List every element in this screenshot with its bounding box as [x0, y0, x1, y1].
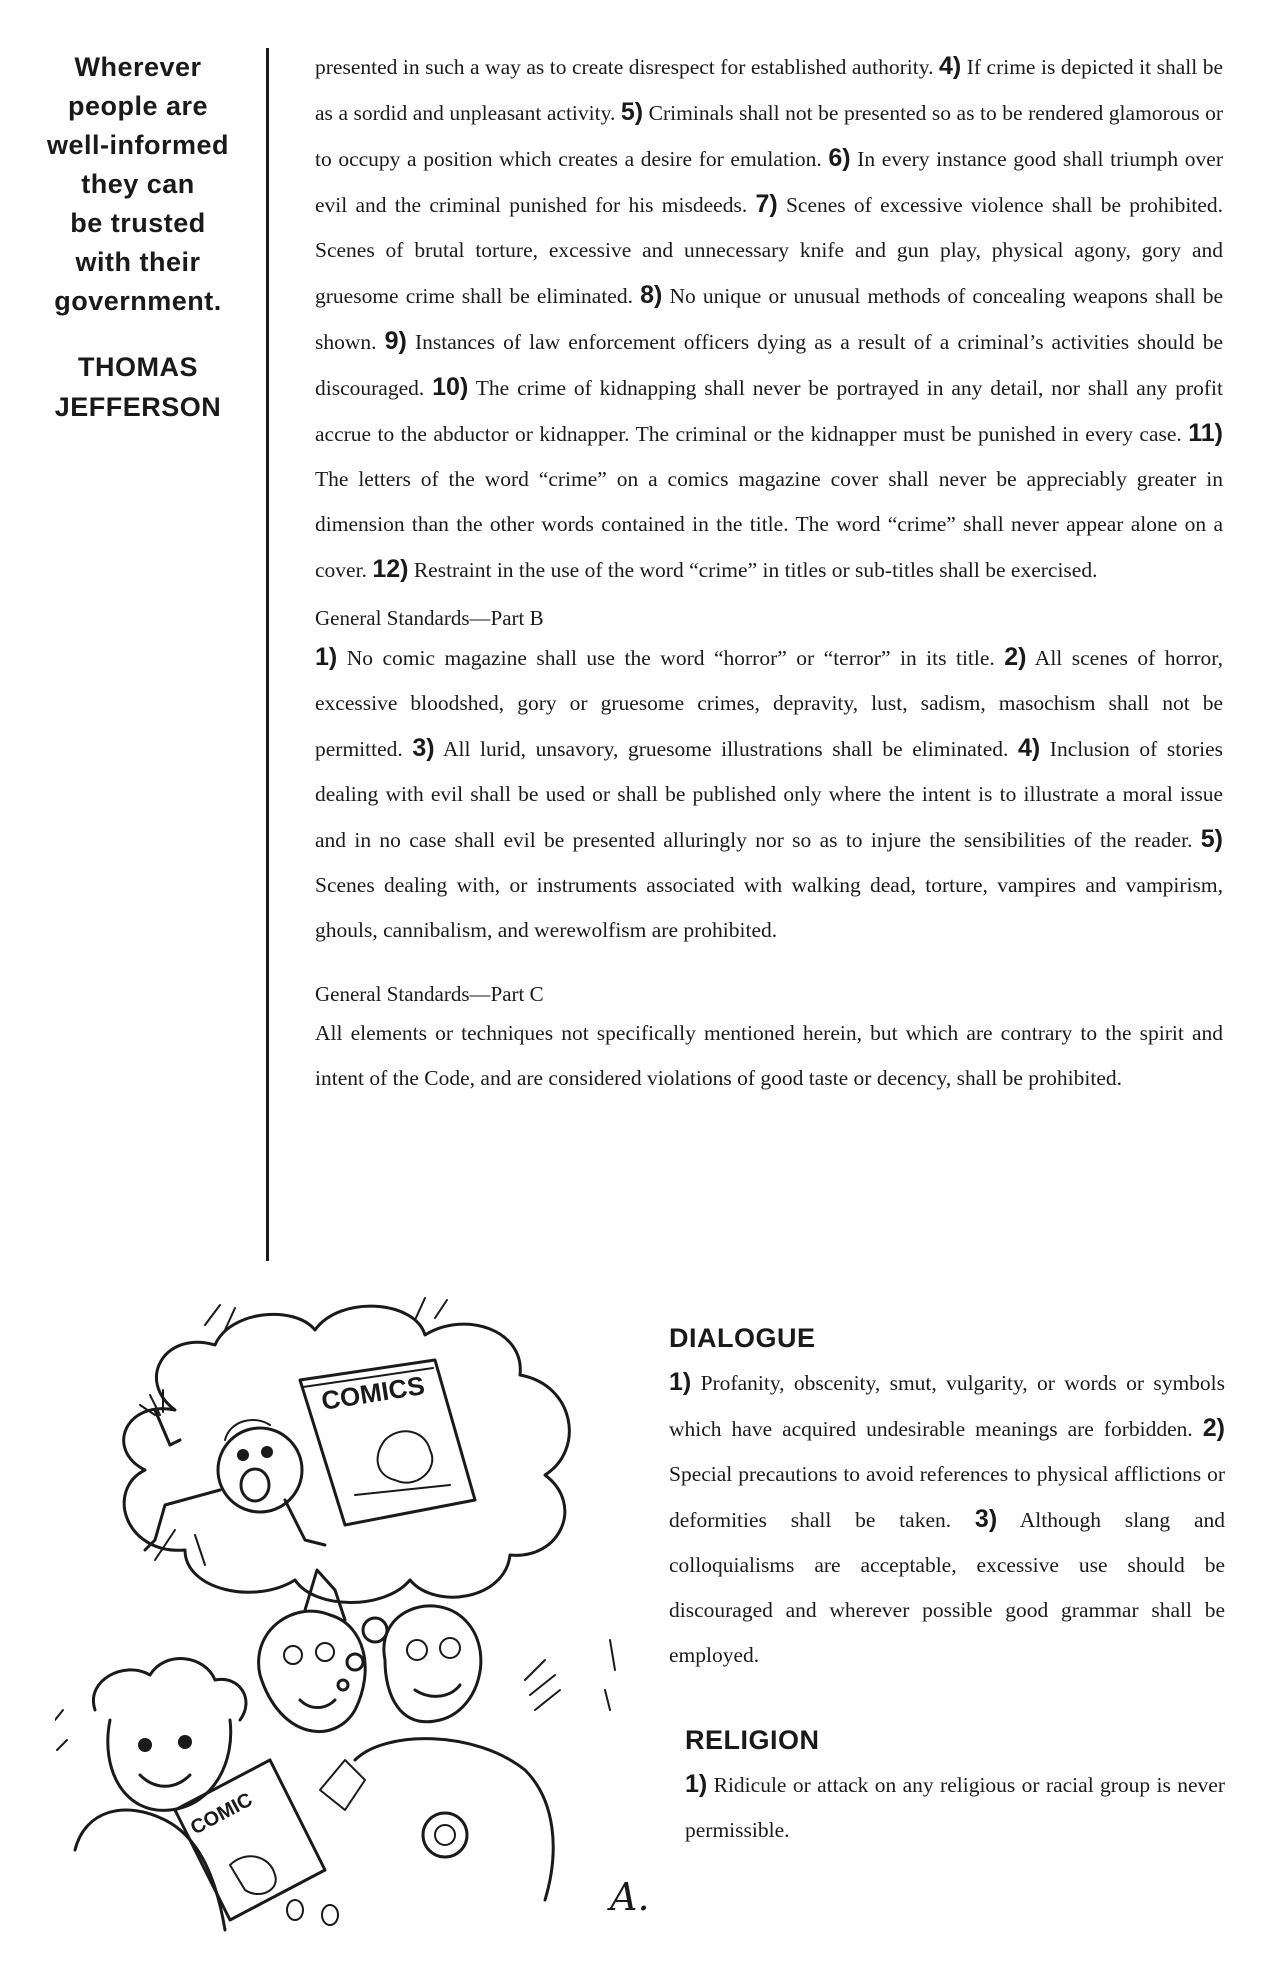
reader-left-hair: [93, 1659, 246, 1720]
quote-line: with their: [75, 247, 201, 277]
item-number: 8): [640, 281, 663, 309]
item-text: Inclusion of stories dealing with evil shall be used or shall be published only where the intent is to illustrate a moral issue and in no case shall evil be presented alluringly nor so as to injure the sensibilities of the reader.: [315, 737, 1223, 852]
comic-title-bottom: COMIC: [187, 1788, 257, 1840]
part-c-heading: General Standards—Part C: [315, 982, 544, 1006]
comic-readers-cartoon: [55, 1290, 665, 1955]
thought-bubble: [363, 1618, 387, 1642]
item-text: Although slang and colloquialisms are acceptable, excessive use should be discouraged and wherever possible good grammar shall be employed.: [669, 1508, 1225, 1667]
item-number: 3): [412, 734, 435, 762]
jefferson-quote: [38, 48, 238, 427]
crime-intro: presented in such a way as to create disrespect for established authority.: [315, 55, 934, 79]
crime-standards-paragraph: [315, 44, 1223, 593]
item-number: 12): [372, 555, 409, 583]
item-text: Restraint in the use of the word “crime” in titles or sub-titles shall be exercised.: [413, 558, 1098, 582]
item-text: All lurid, unsavory, gruesome illustrations shall be eliminated.: [442, 737, 1009, 761]
part-b-heading: General Standards—Part B: [315, 606, 544, 630]
item-number: 5): [620, 98, 644, 126]
item-number: 1): [669, 1368, 692, 1396]
item-number: 10): [432, 373, 469, 401]
reader-right-head: [384, 1606, 481, 1722]
part-c-paragraph: All elements or techniques not specifically mentioned herein, but which are contrary to the spirit and intent of the Code, and are considered violations of good taste or decency, shall be prohibited.: [315, 1021, 1223, 1090]
item-text: Ridicule or attack on any religious or racial group is never permissible.: [685, 1773, 1225, 1842]
author-line: JEFFERSON: [54, 392, 222, 422]
item-text: If crime is depicted it shall be as a sordid and unpleasant activity.: [315, 55, 1223, 125]
code-text-column: [315, 44, 1223, 1101]
thought-cloud: [124, 1306, 570, 1602]
quote-line: government.: [54, 286, 222, 316]
part-b-paragraph: [315, 635, 1223, 953]
item-text: No comic magazine shall use the word “horror” or “terror” in its title.: [346, 646, 995, 670]
dialogue-paragraph: [669, 1360, 1225, 1678]
religion-heading: RELIGION: [685, 1725, 820, 1755]
item-number: 1): [315, 643, 338, 671]
item-number: 2): [1202, 1414, 1225, 1442]
item-number: 3): [974, 1505, 998, 1533]
item-text: Profanity, obscenity, smut, vulgarity, or words or symbols which have acquired undesirable meanings are forbidden.: [669, 1371, 1226, 1441]
artist-signature: A.: [610, 1875, 650, 1919]
item-text: Scenes of excessive violence shall be prohibited. Scenes of brutal torture, excessive and unnecessary knife and gun play, physical agony, gory and gruesome crime shall be eliminated.: [315, 193, 1223, 308]
religion-section: [685, 1720, 1225, 1853]
thought-bubble: [347, 1654, 363, 1670]
religion-paragraph: [685, 1762, 1225, 1853]
item-text: Instances of law enforcement officers dying as a result of a criminal’s activities should be discouraged.: [315, 330, 1223, 400]
quote-line: well-informed: [46, 130, 229, 160]
item-text: All scenes of horror, excessive bloodshed, gory or gruesome crimes, depravity, lust, sadism, masochism shall not be permitted.: [315, 646, 1223, 761]
comic-book-bottom: [175, 1760, 325, 1920]
item-text: In every instance good shall triumph over evil and the criminal punished for his misdeeds.: [315, 147, 1223, 217]
reader-left-head: [108, 1720, 231, 1810]
item-number: 2): [1004, 643, 1027, 671]
item-text: The letters of the word “crime” on a comics magazine cover shall never be appreciably greater in dimension than the other words contained in the title. The word “crime” shall never appear alone on a cover.: [315, 467, 1223, 582]
quote-line: people are: [67, 91, 209, 121]
item-number: 5): [1200, 825, 1224, 853]
author-line: THOMAS: [78, 352, 198, 382]
thought-bubble: [338, 1680, 348, 1690]
item-text: Scenes dealing with, or instruments associated with walking dead, torture, vampires and vampirism, ghouls, cannibalism, and werewolfism are prohibited.: [315, 873, 1223, 942]
item-text: The crime of kidnapping shall never be portrayed in any detail, nor shall any profit accrue to the abductor or kidnapper. The criminal or the kidnapper must be punished in every case.: [315, 376, 1223, 446]
item-number: 1): [685, 1770, 708, 1798]
reader-middle-head: [259, 1611, 366, 1731]
comic-title-top: COMICS: [319, 1370, 427, 1416]
item-text: Special precautions to avoid references to physical afflictions or deformities shall be taken.: [669, 1462, 1225, 1532]
item-text: No unique or unusual methods of concealing weapons shall be shown.: [315, 284, 1224, 354]
item-number: 11): [1188, 419, 1224, 447]
quote-line: be trusted: [70, 208, 206, 238]
item-number: 7): [755, 190, 778, 218]
item-number: 4): [938, 52, 962, 80]
quote-line: Wherever: [74, 52, 202, 82]
vertical-divider: [266, 48, 269, 1261]
quote-author: [38, 347, 238, 427]
item-text: Criminals shall not be presented so as to be rendered glamorous or to occupy a position which creates a desire for emulation.: [315, 101, 1224, 171]
item-number: 4): [1017, 734, 1041, 762]
dialogue-heading: DIALOGUE: [669, 1323, 816, 1353]
item-number: 9): [384, 327, 407, 355]
reader-right-body: [355, 1739, 553, 1900]
dialogue-section: [669, 1318, 1225, 1678]
item-number: 6): [828, 144, 851, 172]
quote-line: they can: [81, 169, 195, 199]
